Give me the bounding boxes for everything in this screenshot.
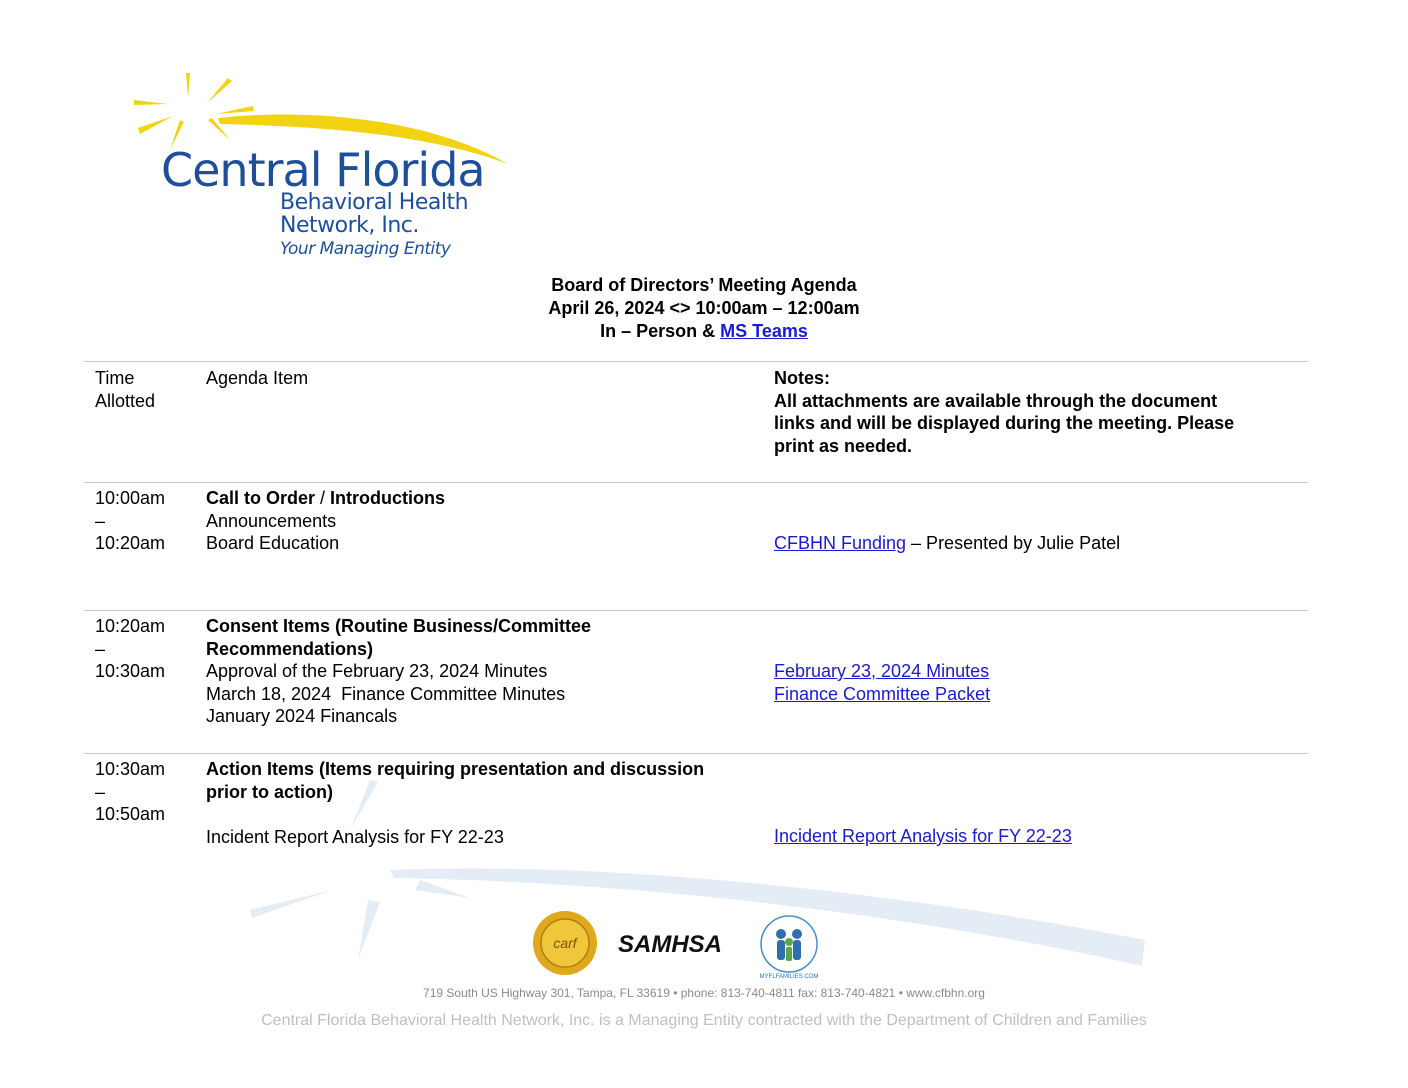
table-row-notes [774, 532, 1120, 555]
row-divider [84, 753, 1308, 754]
time-end: 10:30am [95, 661, 166, 681]
note-text: – Presented by Julie Patel [906, 533, 1121, 553]
samhsa-logo-icon [616, 928, 728, 964]
table-row-agenda [206, 758, 704, 848]
dcf-seal-icon [756, 914, 822, 980]
agenda-item: Announcements [206, 510, 337, 531]
row-heading: Action Items (Items requiring presentation and discussion [206, 759, 705, 779]
heading-sep: / [315, 488, 331, 508]
agenda-item: Incident Report Analysis for FY 22-23 [206, 826, 504, 847]
table-row-agenda [206, 615, 591, 728]
logo-name: Central Florida [161, 143, 485, 197]
row-heading [206, 487, 445, 510]
carf-badge [532, 910, 598, 981]
table-row-notes [774, 660, 990, 705]
row-spacer [206, 803, 704, 826]
notes-title: Notes: [774, 368, 831, 388]
heading-bold-2: Introductions [330, 488, 446, 508]
organization-logo [128, 68, 518, 268]
time-start: 10:20am [95, 616, 166, 636]
row-divider [84, 482, 1308, 483]
samhsa-badge [616, 928, 728, 969]
ms-teams-link[interactable]: MS Teams [720, 321, 808, 341]
time-start: 10:00am [95, 488, 166, 508]
notes-line-2: links and will be displayed during the meeting. Please [774, 413, 1235, 433]
carf-text: carf [553, 935, 577, 951]
row-heading-cont: prior to action) [206, 781, 333, 802]
agenda-item: Approval of the February 23, 2024 Minutes [206, 661, 548, 681]
footer-tagline: Central Florida Behavioral Health Network, Inc. is a Managing Entity contracted with the Department of Children and Families [261, 1012, 1147, 1029]
table-row-time [95, 615, 165, 683]
time-dash: – [95, 781, 106, 802]
time-header-line1: Time [95, 368, 135, 388]
samhsa-text: SAMHSA [618, 931, 723, 958]
time-dash: – [95, 638, 106, 659]
incident-report-link[interactable]: Incident Report Analysis for FY 22-23 [774, 826, 1072, 846]
logo-subname-1: Behavioral Health [280, 190, 469, 215]
notes-header [774, 367, 1234, 457]
meeting-mode [0, 320, 1408, 343]
meeting-mode-text: In – Person & [600, 321, 721, 341]
dcf-badge [756, 914, 822, 985]
agenda-item-header: Agenda Item [206, 368, 309, 388]
time-header-line2: Allotted [95, 390, 156, 411]
dcf-text: MYFLFAMILIES.COM [759, 974, 819, 980]
notes-line-1: All attachments are available through the document [774, 390, 1218, 411]
time-end: 10:20am [95, 533, 166, 553]
agenda-item: Board Education [206, 533, 340, 553]
table-row-notes [774, 825, 1072, 848]
finance-packet-link[interactable]: Finance Committee Packet [774, 683, 991, 704]
heading-bold: Call to Order [206, 488, 316, 508]
carf-seal-icon [532, 910, 598, 976]
table-top-divider [84, 361, 1308, 362]
row-heading: Consent Items (Routine Business/Committee [206, 616, 592, 636]
cfbhn-funding-link[interactable]: CFBHN Funding [774, 533, 907, 553]
logo-subname-2: Network, Inc. [280, 213, 419, 238]
logo-tagline: Your Managing Entity [280, 239, 451, 259]
table-row-time [95, 758, 165, 826]
meeting-date-time: April 26, 2024 <> 10:00am – 12:00am [548, 298, 860, 318]
agenda-item: January 2024 Financals [206, 706, 398, 726]
time-allotted-header [95, 367, 155, 412]
table-row-time [95, 487, 165, 555]
table-row-agenda [206, 487, 445, 555]
notes-line-3: print as needed. [774, 435, 913, 456]
agenda-title: Board of Directors’ Meeting Agenda [551, 275, 857, 295]
row-divider [84, 610, 1308, 611]
time-end: 10:50am [95, 804, 166, 824]
row-heading-cont: Recommendations) [206, 638, 374, 659]
footer-address: 719 South US Highway 301, Tampa, FL 33619 • phone: 813-740-4811 fax: 813-740-4821 • www.cfbhn.org [423, 986, 985, 1000]
time-start: 10:30am [95, 759, 166, 779]
time-dash: – [95, 510, 106, 531]
feb-minutes-link[interactable]: February 23, 2024 Minutes [774, 661, 990, 681]
agenda-header [0, 274, 1408, 343]
agenda-item: March 18, 2024 Finance Committee Minutes [206, 683, 566, 704]
